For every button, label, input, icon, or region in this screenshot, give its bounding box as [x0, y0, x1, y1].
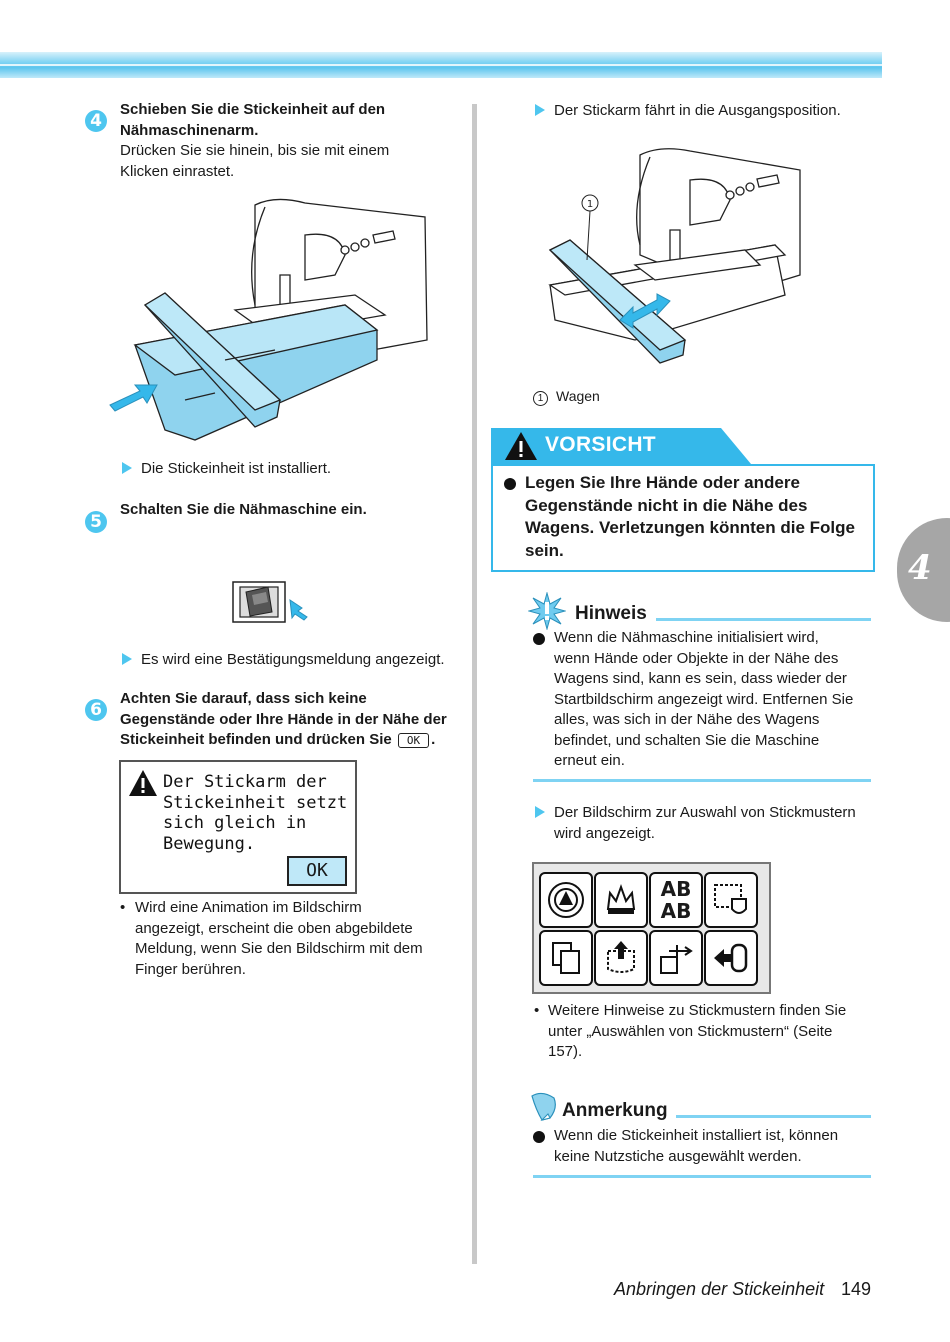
hinweis-title: Hinweis — [575, 603, 647, 624]
caution-line2: Gegenstände nicht in die Nähe des — [525, 495, 808, 515]
step-4-text-line2: Klicken einrastet. — [120, 162, 235, 180]
back-arrow-icon — [710, 937, 752, 979]
right-result-2-line1: Der Bildschirm zur Auswahl von Stickmustern — [554, 804, 856, 821]
header-bar-highlight — [0, 64, 882, 66]
step-4-title-line2: Nähmaschinenarm. — [120, 121, 259, 139]
step-5-result-text: Es wird eine Bestätigungsmeldung angezeigt. — [141, 651, 445, 668]
step-6-title-line1: Achten Sie darauf, dass sich keine — [120, 690, 367, 707]
step-6-title-line3-text: Stickeinheit befinden und drücken Sie — [120, 731, 392, 748]
caution-title: VORSICHT — [545, 433, 656, 456]
footer-title: Anbringen der Stickeinheit — [614, 1279, 825, 1299]
right-result-top-text: Der Stickarm fährt in die Ausgangsposition. — [554, 102, 841, 119]
caution-line1: Legen Sie Ihre Hände oder andere — [525, 473, 800, 492]
lcd-line-1: Der Stickarm der — [163, 772, 327, 792]
hinweis-title-rule — [656, 618, 871, 621]
page-number: 149 — [841, 1279, 872, 1299]
warning-icon — [127, 768, 159, 798]
step-6-title-line2: Gegenstände oder Ihre Hände in der Nähe der — [120, 710, 447, 728]
carriage-move-illustration — [545, 145, 845, 375]
return-icon[interactable] — [704, 930, 758, 986]
step-4-number: 4 — [85, 110, 107, 132]
lcd-line-4: Bewegung. — [163, 833, 256, 854]
step-4-text-line1: Drücken Sie sie hinein, bis sie mit einem — [120, 142, 390, 159]
bullet-mark: • — [120, 899, 126, 916]
hinweis-bullet-dot — [533, 632, 545, 650]
embroidery-unit-attach-illustration — [105, 195, 435, 445]
right-bullet-2-line2: unter „Auswählen von Stickmustern“ (Seite — [548, 1022, 833, 1040]
memory-icon[interactable] — [539, 930, 593, 986]
royal-pattern-icon[interactable] — [594, 872, 648, 928]
step-4-block — [120, 100, 460, 182]
step-5-result — [122, 650, 445, 671]
ok-key-inline: OK — [398, 733, 429, 748]
callout-label: Wagen — [556, 388, 600, 404]
hinweis-line4: Startbildschirm angezeigt wird. Entfernen Sie — [554, 690, 854, 708]
usb-icon[interactable] — [649, 930, 703, 986]
hinweis-icon — [528, 592, 566, 630]
embroidery-pattern-icon[interactable] — [539, 872, 593, 928]
caution-line3: Wagens. Verletzungen könnten die Folge — [525, 518, 855, 537]
caution-bullet-dot — [504, 477, 516, 495]
step-5-title: Schalten Sie die Nähmaschine ein. — [120, 501, 367, 518]
step-6-bullet — [120, 898, 470, 980]
anmerkung-text — [554, 1126, 874, 1167]
pocket-icon[interactable] — [594, 930, 648, 986]
anmerkung-title-rule — [676, 1115, 871, 1118]
hinweis-line1: Wenn die Nähmaschine initialisiert wird, — [554, 629, 819, 646]
anmerkung-icon — [528, 1090, 560, 1122]
lcd-line-2: Stickeinheit setzt — [163, 792, 348, 813]
right-bullet-2 — [534, 1001, 879, 1063]
callout-number: 1 — [533, 391, 548, 406]
power-switch-illustration — [230, 570, 310, 630]
alphabet-icon[interactable] — [649, 872, 703, 928]
step-4-title-line1: Schieben Sie die Stickeinheit auf den — [120, 101, 386, 118]
lcd-line-3: sich gleich in — [163, 813, 307, 833]
alphabet-icon-text-1: AB — [660, 877, 692, 901]
chapter-number: 4 — [908, 548, 932, 588]
alphabet-icon-text-2: AB — [660, 899, 692, 923]
right-bullet-2-line1: Weitere Hinweise zu Stickmustern finden Sie — [548, 1002, 847, 1019]
anmerkung-title: Anmerkung — [562, 1100, 668, 1121]
result-arrow-icon — [535, 104, 545, 116]
hinweis-text — [554, 628, 884, 772]
usb-transfer-icon — [655, 937, 697, 979]
lcd-message-screen — [119, 760, 357, 894]
step-6-bullet-line1: Wird eine Animation im Bildschirm — [135, 899, 362, 916]
step-6-bullet-line4: Finger berühren. — [135, 960, 246, 978]
result-arrow-icon — [122, 462, 132, 474]
step-6-title-line3 — [120, 730, 470, 751]
right-result-2 — [535, 803, 875, 844]
frame-shield-icon — [710, 879, 752, 921]
hinweis-line6: befindet, und schalten Sie die Maschine — [554, 731, 820, 749]
circle-pattern-icon — [545, 879, 587, 921]
lcd-message-text — [163, 772, 347, 854]
result-arrow-icon — [535, 806, 545, 818]
step-6-title-period: . — [431, 731, 436, 748]
hinweis-line7: erneut ein. — [554, 752, 625, 769]
right-result-2-line2: wird angezeigt. — [554, 824, 655, 842]
caution-line4: sein. — [525, 540, 564, 560]
step-6-title — [120, 689, 470, 751]
anmerkung-bullet-dot — [533, 1130, 545, 1148]
step-4-result-text: Die Stickeinheit ist installiert. — [141, 460, 332, 477]
result-arrow-icon — [122, 653, 132, 665]
embroidery-selection-screen — [532, 862, 771, 994]
crown-icon — [600, 879, 642, 921]
step-6-bullet-line3: Meldung, wenn Sie den Bildschirm mit dem — [135, 940, 423, 957]
hinweis-line2: wenn Hände oder Objekte in der Nähe des — [554, 649, 839, 667]
hinweis-line3: Wagens sind, kann es sein, dass wieder der — [554, 670, 847, 687]
anmerkung-bottom-rule — [533, 1175, 871, 1178]
pocket-upload-icon — [600, 937, 642, 979]
caution-warning-icon — [503, 430, 539, 462]
anmerkung-line2: keine Nutzstiche ausgewählt werden. — [554, 1147, 802, 1165]
hinweis-bottom-rule — [533, 779, 871, 782]
step-6-bullet-line2: angezeigt, erscheint die oben abgebildete — [135, 919, 413, 937]
callout-number-in-figure: 1 — [586, 199, 594, 210]
column-divider — [472, 104, 477, 1264]
step-4-result — [122, 459, 331, 480]
step-5-number: 5 — [85, 511, 107, 533]
caution-text — [525, 472, 860, 562]
frame-pattern-icon[interactable] — [704, 872, 758, 928]
pages-icon — [545, 937, 587, 979]
bullet-mark: • — [534, 1002, 540, 1019]
right-result-top — [535, 101, 841, 122]
right-bullet-2-line3: 157). — [548, 1043, 583, 1060]
hinweis-line5: alles, was sich in der Nähe des Wagens — [554, 711, 820, 728]
anmerkung-line1: Wenn die Stickeinheit installiert ist, können — [554, 1127, 839, 1144]
callout-legend — [533, 388, 600, 406]
step-6-number: 6 — [85, 699, 107, 721]
lcd-ok-button[interactable]: OK — [287, 856, 347, 886]
